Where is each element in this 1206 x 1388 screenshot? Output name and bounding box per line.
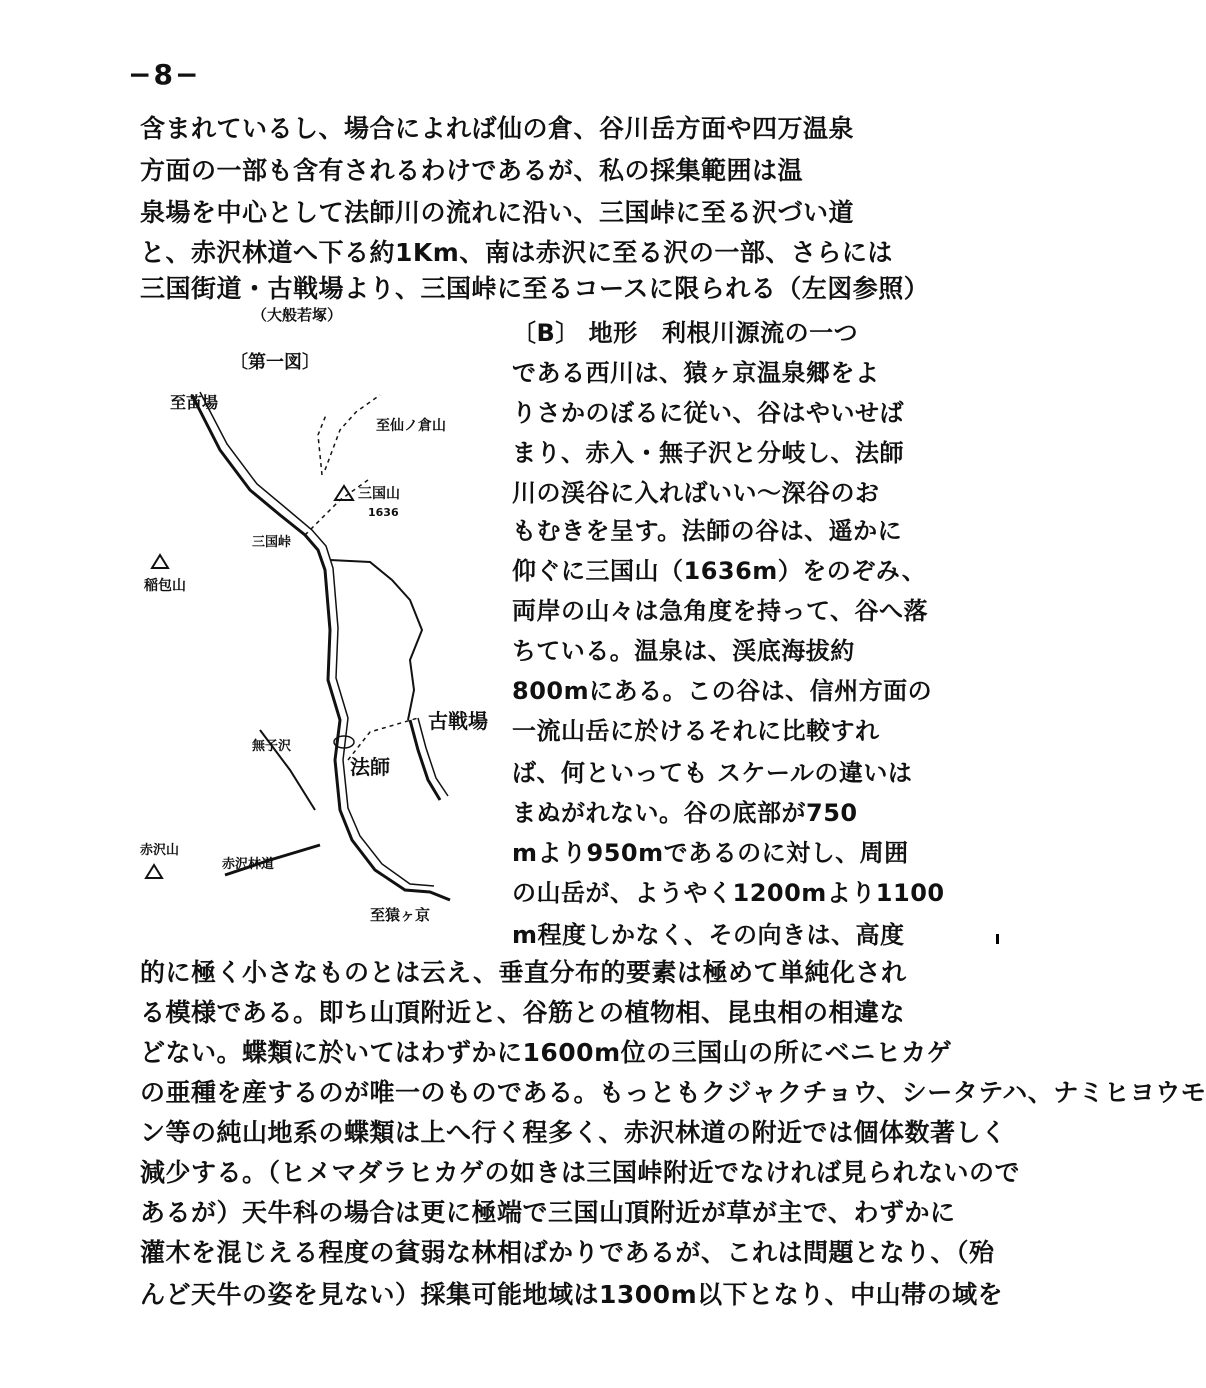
map-label-mikuni-pass: 三国峠 bbox=[252, 535, 292, 550]
margin-mark bbox=[996, 934, 999, 944]
text-line: の亜種を産するのが唯一のものである。もっともクジャクチョウ、シータテハ、ナミヒヨウモ bbox=[140, 1078, 1206, 1107]
text-line: である西川は、猿ヶ京温泉郷をよ bbox=[512, 359, 880, 387]
text-line: まり、赤入・無子沢と分岐し、法師 bbox=[512, 439, 904, 467]
map-label-to-sarugakyo: 至猿ヶ京 bbox=[370, 906, 431, 924]
text-line: mより950mであるのに対し、周囲 bbox=[512, 839, 909, 867]
text-line: 〔B〕 地形 利根川源流の一つ bbox=[512, 319, 859, 347]
peak-akasawayama-icon bbox=[146, 865, 162, 878]
text-line: 仰ぐに三国山（1636m）をのぞみ、 bbox=[512, 557, 927, 585]
text-line: 一流山岳に於けるそれに比較すれ bbox=[512, 717, 880, 745]
trail-sennokura bbox=[325, 395, 380, 470]
map-label-elevation: 1636 bbox=[368, 506, 399, 519]
note-daihannya: （大般若塚） bbox=[252, 306, 343, 324]
text-line: 泉場を中心として法師川の流れに沿い、三国峠に至る沢づい道 bbox=[140, 198, 855, 227]
text-line: る模様である。即ち山頂附近と、谷筋との植物相、昆虫相の相違な bbox=[140, 998, 906, 1027]
text-line: m程度しかなく、その向きは、高度 bbox=[512, 921, 905, 949]
map-label-kosenjo: 古戦場 bbox=[428, 709, 488, 733]
map-label-onsen: 法師 bbox=[350, 755, 390, 779]
text-line: 川の渓谷に入ればいい〜深谷のお bbox=[512, 479, 880, 507]
text-line: ちている。温泉は、渓底海拔約 bbox=[512, 637, 855, 665]
map-title: 〔第一図〕 bbox=[230, 352, 320, 373]
map-label-musuko: 無子沢 bbox=[252, 739, 292, 754]
text-line: どない。蝶類に於いてはわずかに1600m位の三国山の所にベニヒカゲ bbox=[140, 1038, 953, 1067]
area-map bbox=[130, 340, 510, 940]
text-line: と、赤沢林道へ下る約1Km、南は赤沢に至る沢の一部、さらには bbox=[140, 238, 893, 267]
river-main bbox=[192, 395, 450, 900]
tributary bbox=[330, 560, 422, 720]
text-line: りさかのぼるに従い、谷はやいせば bbox=[512, 399, 904, 427]
text-line: ば、何といっても スケールの違いは bbox=[512, 759, 913, 787]
text-line: 800mにある。この谷は、信州方面の bbox=[512, 677, 933, 705]
trail-kosenjo bbox=[348, 718, 418, 760]
river-bank bbox=[200, 392, 434, 886]
peak-mikuniyama-icon bbox=[335, 486, 353, 500]
map-label-rindo: 赤沢林道 bbox=[222, 857, 275, 872]
text-line: 方面の一部も含有されるわけであるが、私の採集範囲は温 bbox=[140, 156, 804, 185]
text-line: 減少する。（ヒメマダラヒカゲの如きは三国峠附近でなければ見られないので bbox=[140, 1158, 1021, 1187]
text-line: んど天牛の姿を見ない）採集可能地域は1300m以下となり、中山帯の域を bbox=[140, 1280, 1004, 1309]
text-line: まぬがれない。谷の底部が750 bbox=[512, 799, 858, 827]
text-line: 的に極く小さなものとは云え、垂直分布的要素は極めて単純化され bbox=[140, 958, 907, 987]
text-line: もむきを呈す。法師の谷は、遥かに bbox=[512, 517, 903, 545]
trail-branch bbox=[318, 415, 326, 475]
map-label-to-naeba: 至苗場 bbox=[170, 393, 219, 412]
peak-inamura-icon bbox=[152, 555, 168, 568]
page-number: −8− bbox=[128, 58, 201, 91]
text-line: 三国街道・古戦場より、三国峠に至るコースに限られる（左図参照） bbox=[140, 274, 930, 303]
text-line: ン等の純山地系の蝶類は上へ行く程多く、赤沢林道の附近では個体数著しく bbox=[140, 1118, 1007, 1147]
text-line: 灌木を混じえる程度の貧弱な林相ばかりであるが、これは問題となり、（殆 bbox=[140, 1238, 995, 1267]
text-line: の山岳が、ようやく1200mより1100 bbox=[512, 879, 945, 907]
text-line: 含まれているし、場合によれば仙の倉、谷川岳方面や四万温泉 bbox=[140, 114, 855, 143]
text-line: 両岸の山々は急角度を持って、谷へ落 bbox=[512, 597, 929, 625]
map-label-akasawayama: 赤沢山 bbox=[140, 843, 180, 858]
text-line: あるが）天牛科の場合は更に極端で三国山頂附近が草が主で、わずかに bbox=[140, 1198, 956, 1227]
map-label-to-sennokura: 至仙ノ倉山 bbox=[376, 418, 446, 434]
map-label-mikuniyama: 三国山 bbox=[358, 486, 400, 502]
map-label-inamura: 稲包山 bbox=[144, 578, 186, 594]
